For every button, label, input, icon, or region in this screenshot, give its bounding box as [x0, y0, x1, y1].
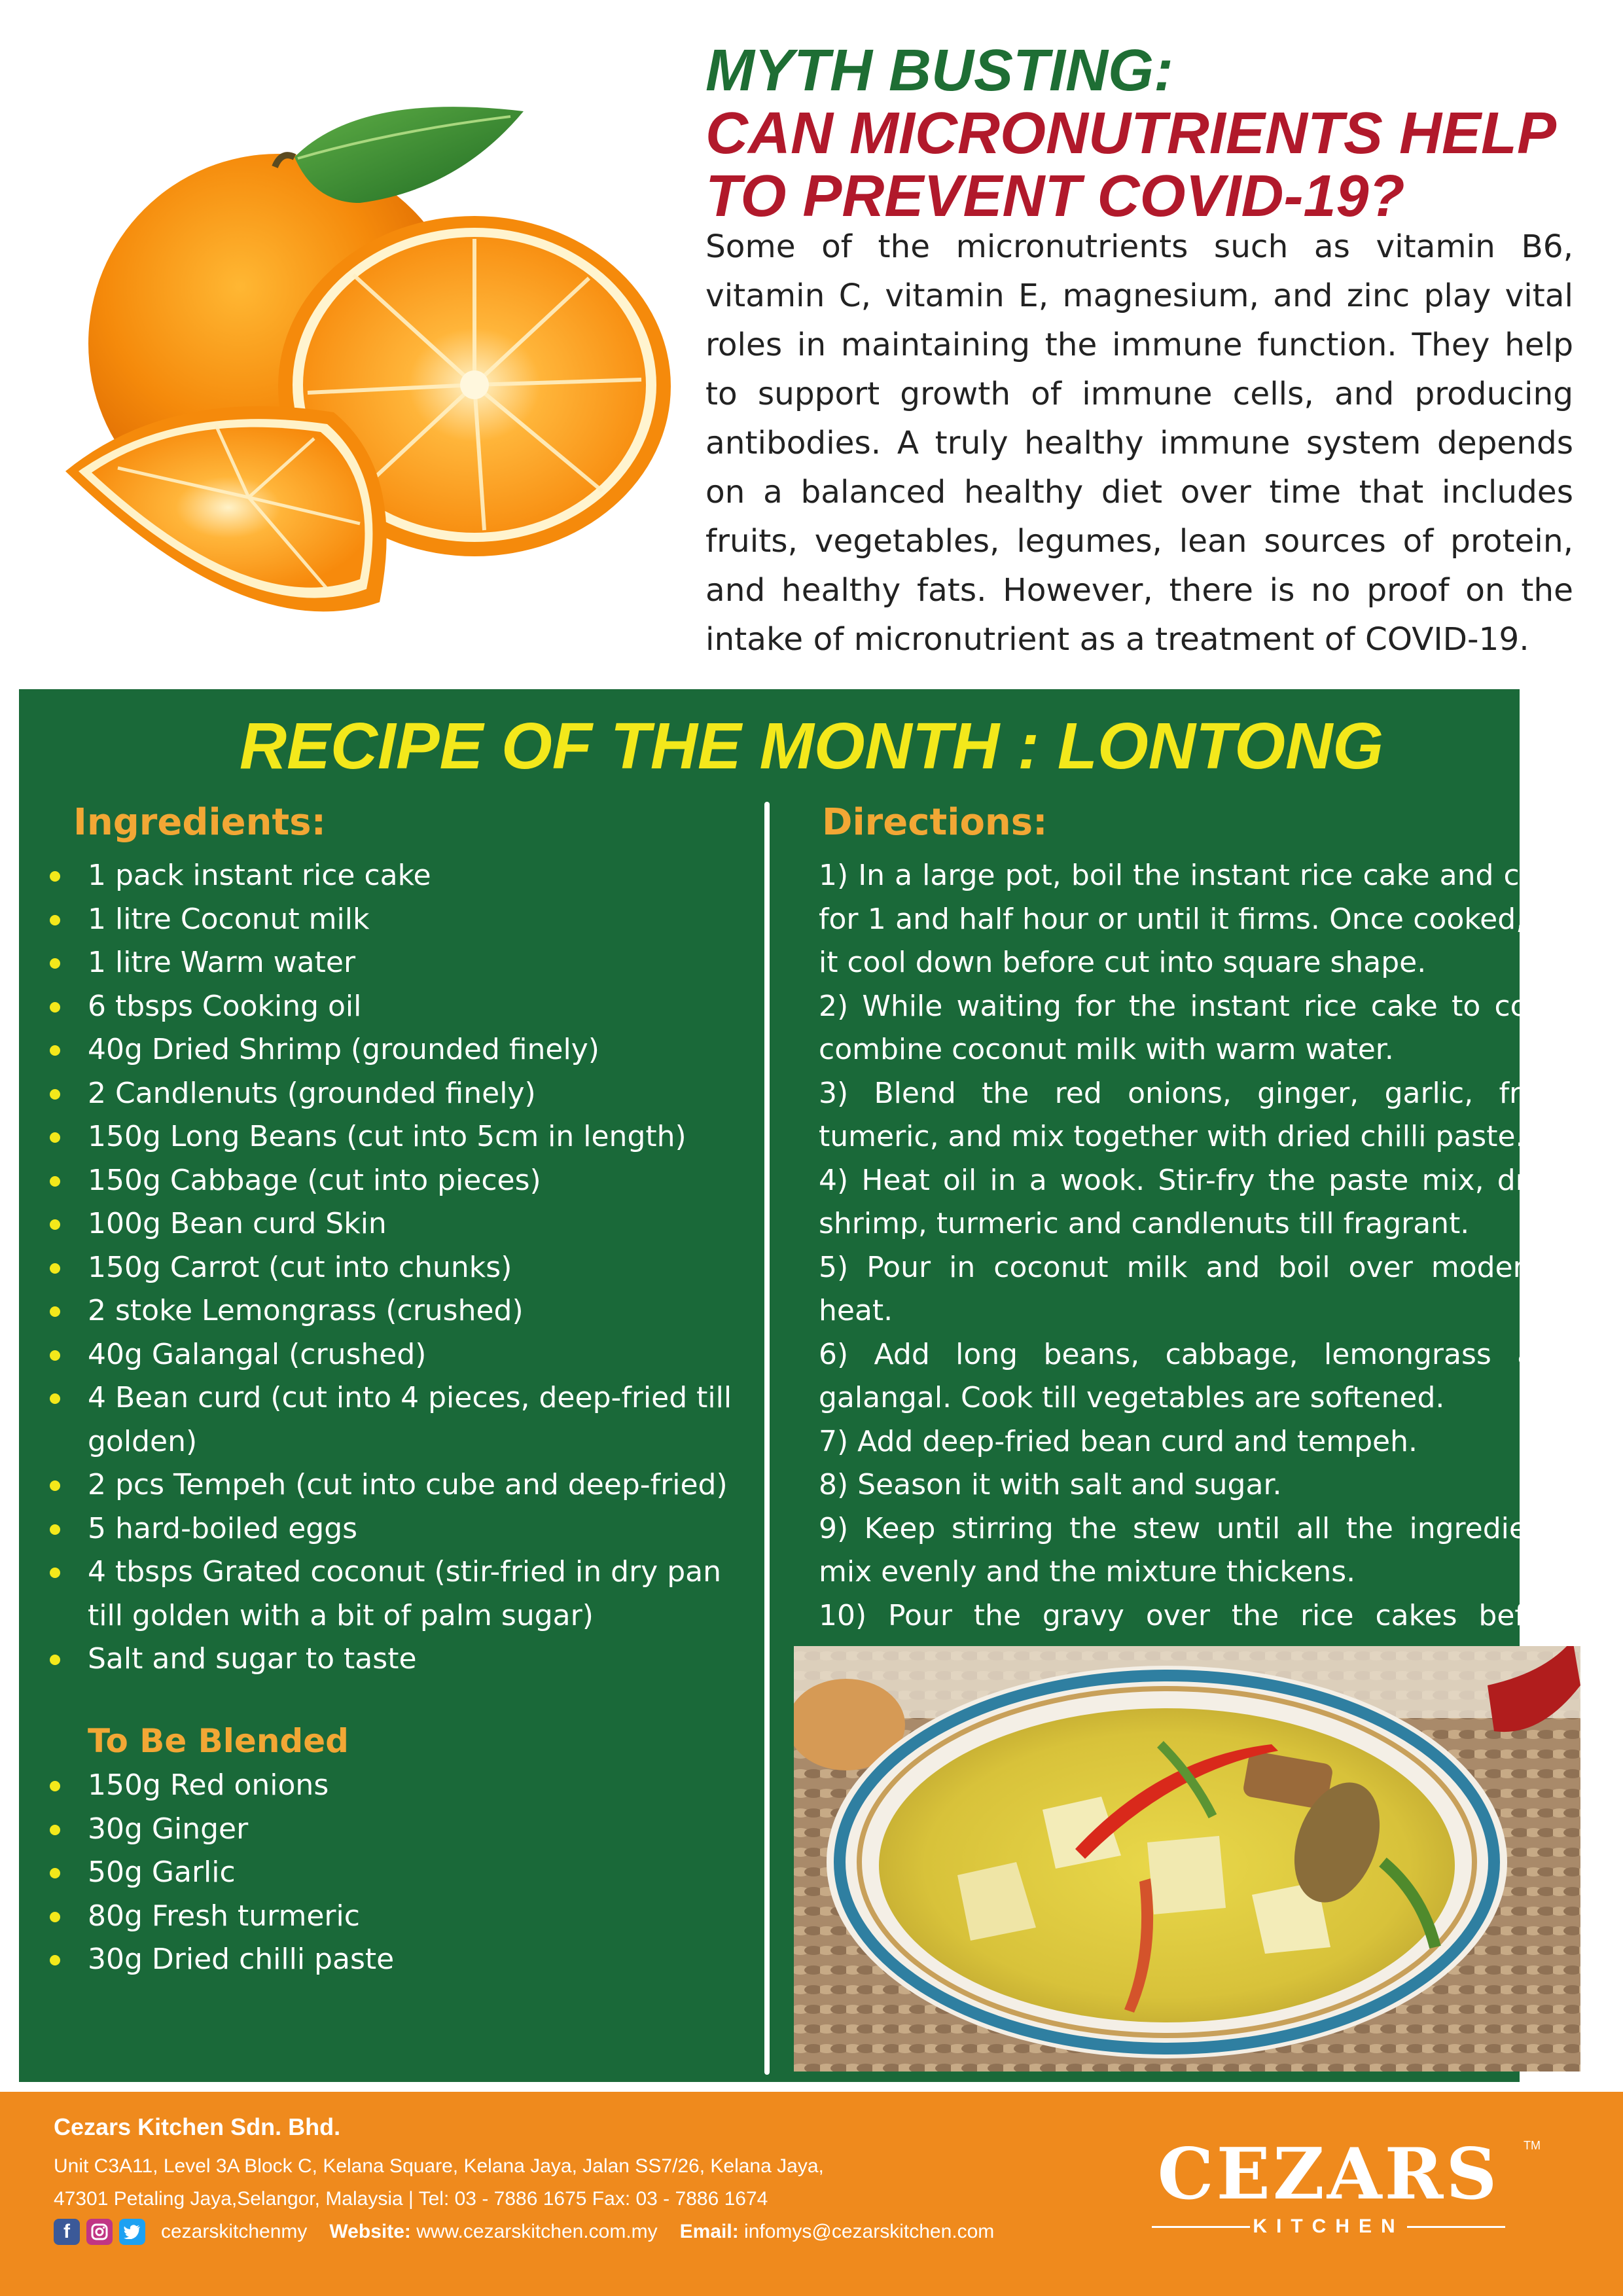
blended-item: 30g Ginger	[50, 1808, 743, 1852]
direction-step: 10) Pour the gravy over the rice cakes before	[819, 1598, 1571, 1632]
direction-step: 4) Heat oil in a wook. Stir-fry the paste mix, dried shrimp, turmeric and candlenuts till fragrant.	[819, 1163, 1571, 1240]
blended-list	[50, 1764, 743, 1982]
direction-step: 5) Pour in coconut milk and boil over moderate heat.	[819, 1250, 1571, 1327]
instagram-icon[interactable]	[86, 2219, 113, 2245]
ingredient-item: 6 tbsps Cooking oil	[50, 985, 743, 1029]
myth-body-text: Some of the micronutrients such as vitamin B6, vitamin C, vitamin E, magnesium, and zinc play vital roles in maintaining the immune function. They help to support growth of immune cells, and producing antibodies. A truly healthy immune system depends on a balanced healthy diet over time that includes fruits, vegetables, legumes, lean sources of protein, and healthy fats. However, there is no proof on the intake of micronutrient as a treatment of COVID-19.	[705, 228, 1573, 658]
ingredients-heading: Ingredients:	[73, 801, 327, 844]
website-link[interactable]: www.cezarskitchen.com.my	[416, 2221, 658, 2242]
direction-step: 7) Add deep-fried bean curd and tempeh.	[819, 1424, 1418, 1458]
twitter-icon[interactable]	[119, 2219, 145, 2245]
lontong-dish-image	[794, 1646, 1580, 2072]
ingredient-item: 2 Candlenuts (grounded finely)	[50, 1072, 743, 1116]
myth-busting-title	[705, 39, 1582, 228]
contact-row	[54, 2217, 994, 2246]
website-label: Website:	[329, 2221, 411, 2242]
contact-line	[161, 2221, 994, 2243]
direction-step: 6) Add long beans, cabbage, lemongrass and galangal. Cook till vegetables are softened.	[819, 1337, 1571, 1414]
ingredient-item: 4 Bean curd (cut into 4 pieces, deep-fried till golden)	[50, 1376, 743, 1463]
myth-title-line1: MYTH BUSTING:	[705, 38, 1173, 103]
ingredient-item: Salt and sugar to taste	[50, 1638, 743, 1681]
ingredient-item: 40g Dried Shrimp (grounded finely)	[50, 1028, 743, 1072]
ingredient-item: 5 hard-boiled eggs	[50, 1507, 743, 1551]
blended-item: 80g Fresh turmeric	[50, 1895, 743, 1939]
ingredient-item: 2 pcs Tempeh (cut into cube and deep-fried)	[50, 1463, 743, 1507]
ingredient-item: 1 pack instant rice cake	[50, 854, 743, 898]
blended-heading: To Be Blended	[88, 1722, 349, 1760]
column-divider	[764, 802, 770, 2075]
ingredient-item: 1 litre Coconut milk	[50, 898, 743, 942]
address-line1: Unit C3A11, Level 3A Block C, Kelana Square, Kelana Jaya, Jalan SS7/26, Kelana Jaya,	[54, 2155, 824, 2177]
blended-item: 150g Red onions	[50, 1764, 743, 1808]
ingredient-item: 100g Bean curd Skin	[50, 1202, 743, 1246]
company-name: Cezars Kitchen Sdn. Bhd.	[54, 2113, 341, 2140]
blended-item: 30g Dried chilli paste	[50, 1938, 743, 1982]
ingredient-item: 150g Cabbage (cut into pieces)	[50, 1159, 743, 1203]
logo-word: CEZARS	[1157, 2133, 1500, 2215]
direction-step: 3) Blend the red onions, ginger, garlic, fresh tumeric, and mix together with dried chilli paste.	[819, 1076, 1571, 1153]
directions-list	[819, 854, 1571, 1681]
ingredient-item: 40g Galangal (crushed)	[50, 1333, 743, 1377]
ingredient-item: 150g Long Beans (cut into 5cm in length)	[50, 1115, 743, 1159]
email-label: Email:	[679, 2221, 739, 2242]
recipe-title: RECIPE OF THE MONTH : LONTONG	[239, 709, 1384, 783]
email-link[interactable]: infomys@cezarskitchen.com	[744, 2221, 995, 2242]
logo-trademark: TM	[1524, 2139, 1541, 2152]
address-line2: 47301 Petaling Jaya,Selangor, Malaysia | Tel: 03 - 7886 1675 Fax: 03 - 7886 1674	[54, 2188, 768, 2210]
myth-title-line2: CAN MICRONUTRIENTS HELP TO PREVENT COVID-19?	[705, 101, 1554, 229]
directions-heading: Directions:	[822, 801, 1048, 844]
direction-step: 2) While waiting for the instant rice cake to cook, combine coconut milk with warm water.	[819, 989, 1571, 1066]
blended-item: 50g Garlic	[50, 1851, 743, 1895]
ingredient-item: 1 litre Warm water	[50, 941, 743, 985]
facebook-icon[interactable]: f	[54, 2219, 80, 2245]
social-handle[interactable]: cezarskitchenmy	[161, 2221, 308, 2242]
cezars-kitchen-logo	[1126, 2135, 1544, 2246]
logo-subtitle: KITCHEN	[1253, 2215, 1404, 2237]
direction-step: 1) In a large pot, boil the instant rice cake and cook for 1 and half hour or until it firms. Once cooked, let it cool down before cut into square shape.	[819, 859, 1571, 979]
ingredients-list	[50, 854, 743, 1681]
ingredient-item: 150g Carrot (cut into chunks)	[50, 1246, 743, 1290]
ingredient-item: 2 stoke Lemongrass (crushed)	[50, 1289, 743, 1333]
oranges-image	[52, 105, 681, 681]
direction-step: 9) Keep stirring the stew until all the ingredients mix evenly and the mixture thickens.	[819, 1511, 1571, 1588]
ingredient-item: 4 tbsps Grated coconut (stir-fried in dry pan till golden with a bit of palm sugar)	[50, 1551, 743, 1638]
direction-step: 8) Season it with salt and sugar.	[819, 1468, 1282, 1501]
